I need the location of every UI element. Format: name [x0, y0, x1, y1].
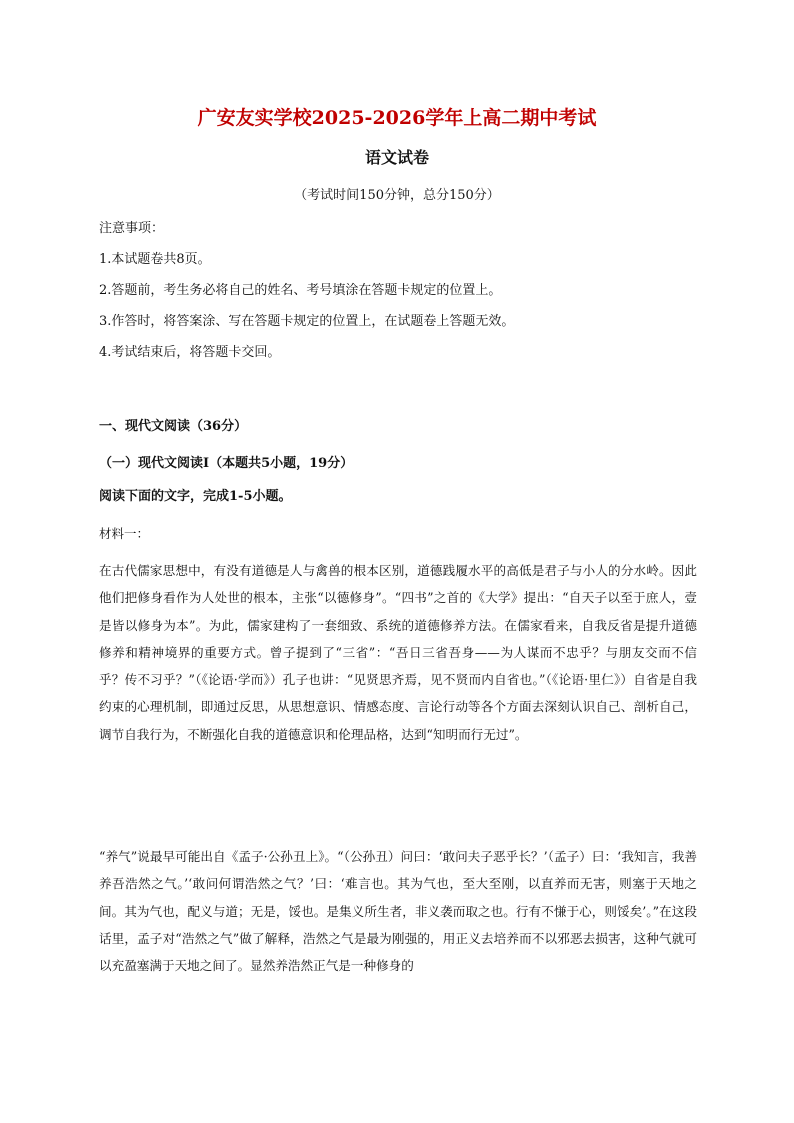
reading-instruction: 阅读下面的文字，完成1-5小题。 [99, 489, 292, 504]
material-paragraph: 在古代儒家思想中，有没有道德是人与禽兽的根本区别，道德践履水平的高低是君子与小人的分水岭。因此他们把修身看作为人处世的根本，主张“以德修身”。“四书”之首的《大学》提出：“自天子以至于庶人，壹是皆以修身为本”。为此，儒家建构了一套细致、系统的道德修养方法。在儒家看来，自我反省是提升道德修养和精神境界的重要方式。曾子提到了“三省”：“吾日三省吾身——为人谋而不忠乎？与朋友交而不信乎？传不习乎？”（《论语·学而》）孔子也讲：“见贤思齐焉，见不贤而内自省也。”（《论语·里仁》）自省是自我约束的心理机制，即通过反思，从思想意识、情感态度、言论行动等各个方面去深刻认识自己、剖析自己，调节自我行为，不断强化自我的道德意识和伦理品格，达到“知明而行无过”。 [99, 563, 697, 742]
exam-time-info: （考试时间150分钟，总分150分） [294, 188, 500, 203]
exam-title: 广安友实学校2025-2026学年上高二期中考试 [197, 107, 597, 129]
material-label: 材料一： [99, 526, 150, 541]
note-item: 2.答题前，考生务必将自己的姓名、考号填涂在答题卡规定的位置上。 [99, 283, 502, 298]
notes-heading: 注意事项： [99, 221, 165, 236]
exam-subject: 语文试卷 [364, 148, 429, 167]
note-item: 1.本试题卷共8页。 [99, 252, 211, 267]
note-item: 3.作答时，将答案涂、写在答题卡规定的位置上，在试题卷上答题无效。 [99, 314, 515, 329]
note-item: 4.考试结束后，将答题卡交回。 [99, 345, 281, 360]
subsection-title: （一）现代文阅读Ⅰ（本题共5小题，19分） [99, 456, 354, 471]
section-title: 一、现代文阅读（36分） [99, 419, 248, 434]
material-paragraph: “养气”说最早可能出自《孟子·公孙丑上》。“（公孙丑）问曰：‘敢问夫子恶乎长？’（孟子）曰：‘我知言，我善养吾浩然之气。’‘敢问何谓浩然之气？’曰：‘难言也。其为气也，至大至刚，以直养而无害，则塞于天地之间。其为气也，配义与道；无是，馁也。是集义所生者，非义袭而取之也。行有不慊于心，则馁矣’。”在这段话里，孟子对“浩然之气”做了解释，浩然之气是最为刚强的，用正义去培养而不以邪恶去损害，这种气就可以充盈塞满于天地之间了。显然养浩然正气是一种修身的 [99, 849, 697, 974]
